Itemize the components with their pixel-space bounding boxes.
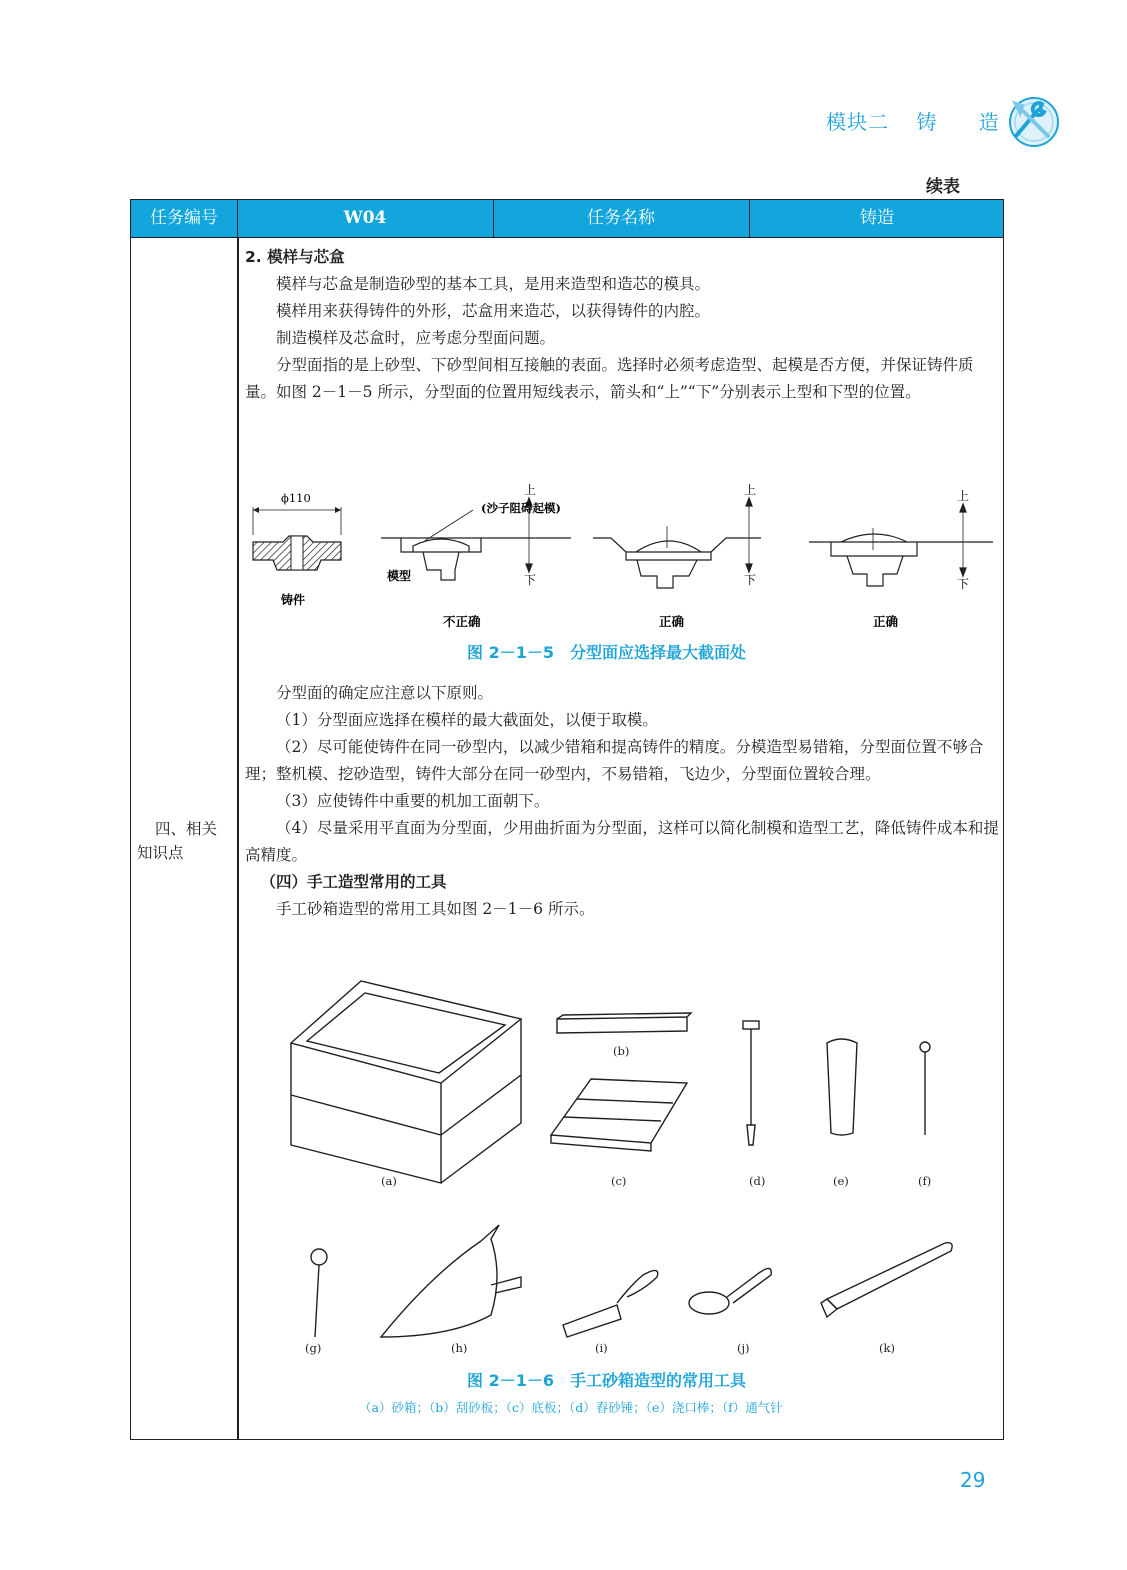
parting-surface-figure [241, 480, 1001, 630]
tool-label-c: (c) [611, 1174, 627, 1188]
up-label: 上 [524, 483, 537, 497]
paragraph: 手工砂箱造型的常用工具如图 2－1－6 所示。 [276, 900, 595, 918]
wrong-label: 不正确 [443, 614, 481, 629]
casting-drawing [253, 507, 341, 570]
dim-label: ϕ110 [281, 491, 311, 505]
note-label: (沙子阻碍起模) [481, 501, 561, 515]
tools-figure [281, 975, 961, 1365]
tool-label-j: (j) [737, 1341, 750, 1355]
paragraph: 模样用来获得铸件的外形，芯盒用来造芯，以获得铸件的内腔。 [276, 302, 711, 320]
right-label-2: 正确 [873, 614, 899, 629]
right-parting-drawing-2 [809, 504, 993, 586]
module-topic-char2: 造 [978, 110, 1000, 134]
tool-label-g: (g) [305, 1341, 322, 1355]
right-label-1: 正确 [659, 614, 685, 629]
paragraph: （2）尽可能使铸件在同一砂型内，以减少错箱和提高铸件的精度。分模造型易错箱，分型面位置不够合理；整机模、挖砂造型，铸件大部分在同一砂型内，不易错箱，飞边少，分型面位置较合理。 [245, 738, 984, 783]
bellows-drawing [381, 1225, 521, 1337]
up-label: 上 [744, 483, 757, 497]
trowel-drawing [563, 1270, 658, 1337]
divider [237, 200, 238, 237]
column-divider [237, 237, 239, 1439]
rammer-drawing [743, 1021, 759, 1145]
lifter-drawing [311, 1249, 327, 1337]
content-block-2 [245, 680, 1001, 923]
header-task-name-label: 任务名称 [587, 208, 655, 228]
task-table [130, 199, 1004, 1440]
divider [493, 200, 494, 237]
sprue-pin-drawing [827, 1039, 857, 1135]
page-number: 29 [960, 1468, 986, 1492]
tool-label-k: (k) [879, 1341, 895, 1355]
tool-label-d: (d) [749, 1174, 766, 1188]
down-label: 下 [744, 573, 757, 587]
tool-label-f: (f) [918, 1174, 932, 1188]
strickle-board-drawing [557, 1013, 691, 1033]
header-task-name-value: 铸造 [860, 208, 894, 228]
vent-needle-drawing [920, 1042, 930, 1135]
paragraph: 制造模样及芯盒时，应考虑分型面问题。 [276, 329, 556, 347]
casting-label: 铸件 [281, 593, 306, 607]
tool-label-h: (h) [451, 1341, 468, 1355]
content-block-1 [245, 244, 1001, 406]
right-parting-drawing-1 [593, 498, 761, 588]
slick-drawing [821, 1243, 952, 1317]
subsection-title: （四）手工造型常用的工具 [260, 873, 447, 891]
continued-label: 续表 [926, 177, 960, 197]
divider [749, 200, 750, 237]
bottom-board-drawing [551, 1079, 687, 1151]
tool-label-a: (a) [381, 1174, 397, 1188]
paragraph: 模样与芯盒是制造砂型的基本工具，是用来造型和造芯的模具。 [276, 275, 711, 293]
model-label: 模型 [387, 569, 412, 583]
spoon-drawing [689, 1268, 771, 1314]
header-task-id-label: 任务编号 [150, 208, 218, 228]
tool-label-e: (e) [833, 1174, 849, 1188]
down-label: 下 [524, 573, 537, 587]
figure2-subcaption: （a）砂箱；（b）刮砂板；（c）底板；（d）舂砂锤；（e）浇口棒；（f）通气针 [359, 1400, 783, 1415]
down-label: 下 [957, 577, 970, 591]
module-header [826, 106, 1000, 135]
figure2-caption: 图 2－1－6 手工砂箱造型的常用工具 [467, 1371, 746, 1390]
paragraph: （1）分型面应选择在模样的最大截面处，以便于取模。 [276, 711, 658, 729]
side-label-line2: 知识点 [137, 844, 184, 862]
table-header-row [131, 200, 1003, 238]
sand-box-drawing [291, 981, 521, 1183]
side-label [137, 817, 233, 865]
module-name: 模块二 [826, 110, 889, 134]
paragraph: 分型面指的是上砂型、下砂型间相互接触的表面。选择时必须考虑造型、起模是否方便，并保证铸件质量。如图 2－1－5 所示，分型面的位置用短线表示，箭头和“上”“下”分别表示上型和下型的位置。 [245, 356, 974, 401]
paragraph: （4）尽量采用平直面为分型面，少用曲折面为分型面，这样可以简化制模和造型工艺，降低铸件成本和提高精度。 [245, 819, 999, 864]
section-title: 2. 模样与芯盒 [245, 248, 345, 266]
paragraph: 分型面的确定应注意以下原则。 [276, 684, 494, 702]
tool-label-i: (i) [595, 1341, 608, 1355]
module-topic-char1: 铸 [916, 110, 938, 134]
tool-label-b: (b) [613, 1044, 630, 1058]
header-task-id-value: W04 [343, 208, 387, 228]
paragraph: （3）应使铸件中重要的机加工面朝下。 [276, 792, 550, 810]
up-label: 上 [957, 489, 970, 503]
wrench-icon [1002, 92, 1064, 148]
figure1-caption: 图 2－1－5 分型面应选择最大截面处 [467, 643, 746, 662]
side-label-line1: 四、相关 [155, 820, 218, 838]
